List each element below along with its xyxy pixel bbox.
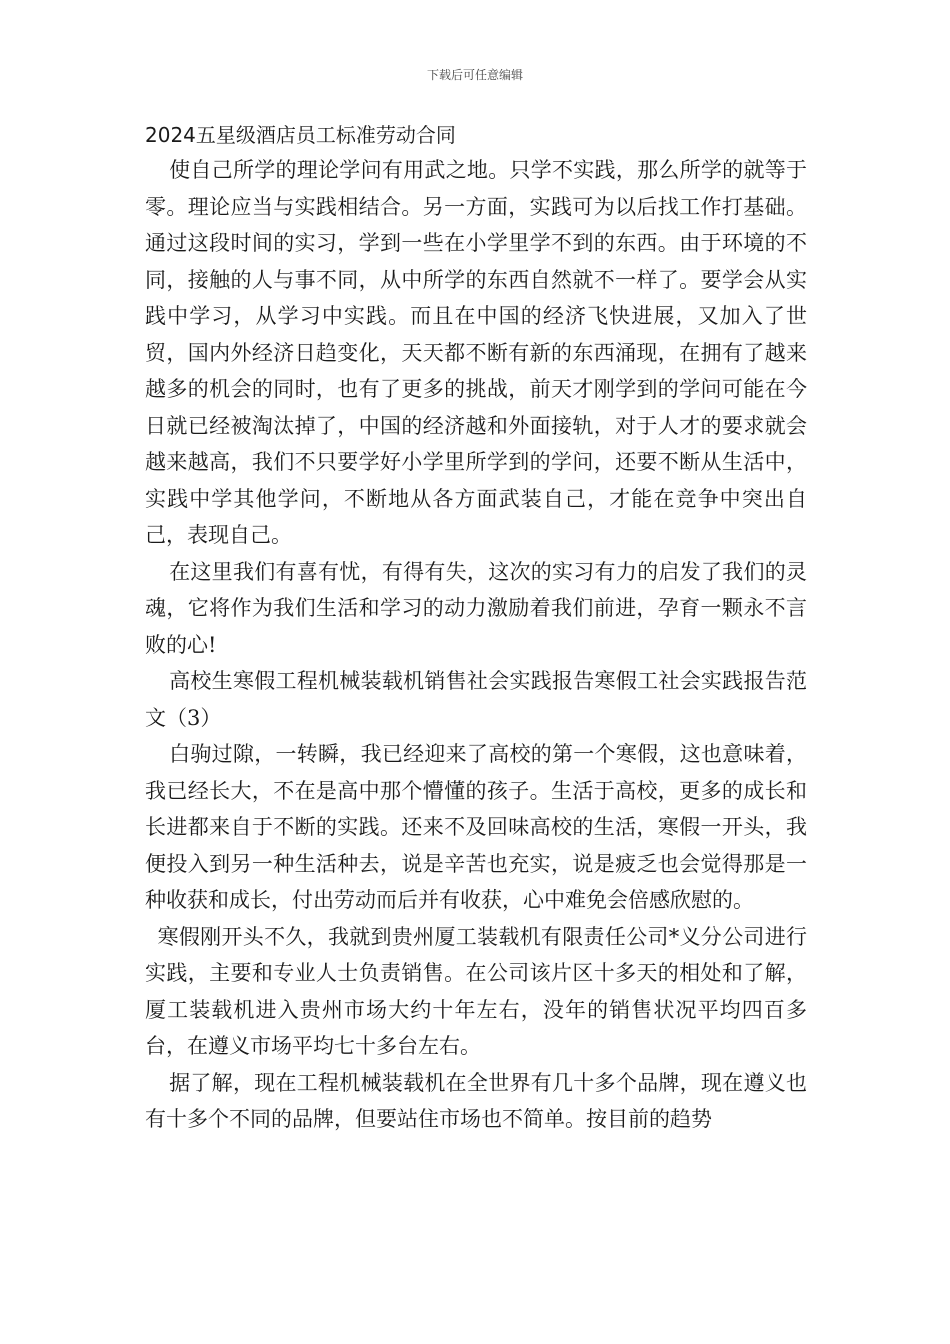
paragraph-5: 据了解，现在工程机械装载机在全世界有几十多个品牌，现在遵义也有十多个不同的品牌，但要站住市场也不简单。按目前的趋势	[145, 1070, 807, 1131]
document-title: 2024五星级酒店员工标准劳动合同	[145, 123, 456, 147]
paragraph-2: 在这里我们有喜有忧，有得有失，这次的实习有力的启发了我们的灵魂，它将作为我们生活和学习的动力激励着我们前进，孕育一颗永不言败的心!	[145, 559, 807, 657]
paragraph-4: 寒假刚开头不久，我就到贵州厦工装载机有限责任公司*义分公司进行实践，主要和专业人士负责销售。在公司该片区十多天的相处和了解，厦工装载机进入贵州市场大约十年左右，没年的销售状况平均四百多台，在遵义市场平均七十多台左右。	[145, 924, 807, 1058]
paragraph-1: 使自己所学的理论学问有用武之地。只学不实践，那么所学的就等于零。理论应当与实践相结合。另一方面，实践可为以后找工作打基础。通过这段时间的实习，学到一些在小学里学不到的东西。由于环境的不同，接触的人与事不同，从中所学的东西自然就不一样了。要学会从实践中学习，从学习中实践。而且在中国的经济飞快进展，又加入了世贸，国内外经济日趋变化，天天都不断有新的东西涌现，在拥有了越来越多的机会的同时，也有了更多的挑战，前天才刚学到的学问可能在今日就已经被淘汰掉了，中国的经济越和外面接轨，对于人才的要求就会越来越高，我们不只要学好小学里所学到的学问，还要不断从生活中，实践中学其他学问，不断地从各方面武装自己，才能在竞争中突出自己，表现自己。	[145, 158, 807, 547]
page-header: 下载后可任意编辑	[426, 68, 523, 82]
paragraph-3: 白驹过隙，一转瞬，我已经迎来了高校的第一个寒假，这也意味着，我已经长大，不在是高中那个懵懂的孩子。生活于高校，更多的成长和长进都来自于不断的实践。还来不及回味高校的生活，寒假一开头，我便投入到另一种生活种去，说是辛苦也充实，说是疲乏也会觉得那是一种收获和成长，付出劳动而后并有收获，心中难免会倍感欣慰的。	[145, 742, 807, 912]
section-heading: 高校生寒假工程机械装载机销售社会实践报告寒假工社会实践报告范文（3）	[145, 669, 807, 730]
document-body	[145, 118, 807, 1138]
